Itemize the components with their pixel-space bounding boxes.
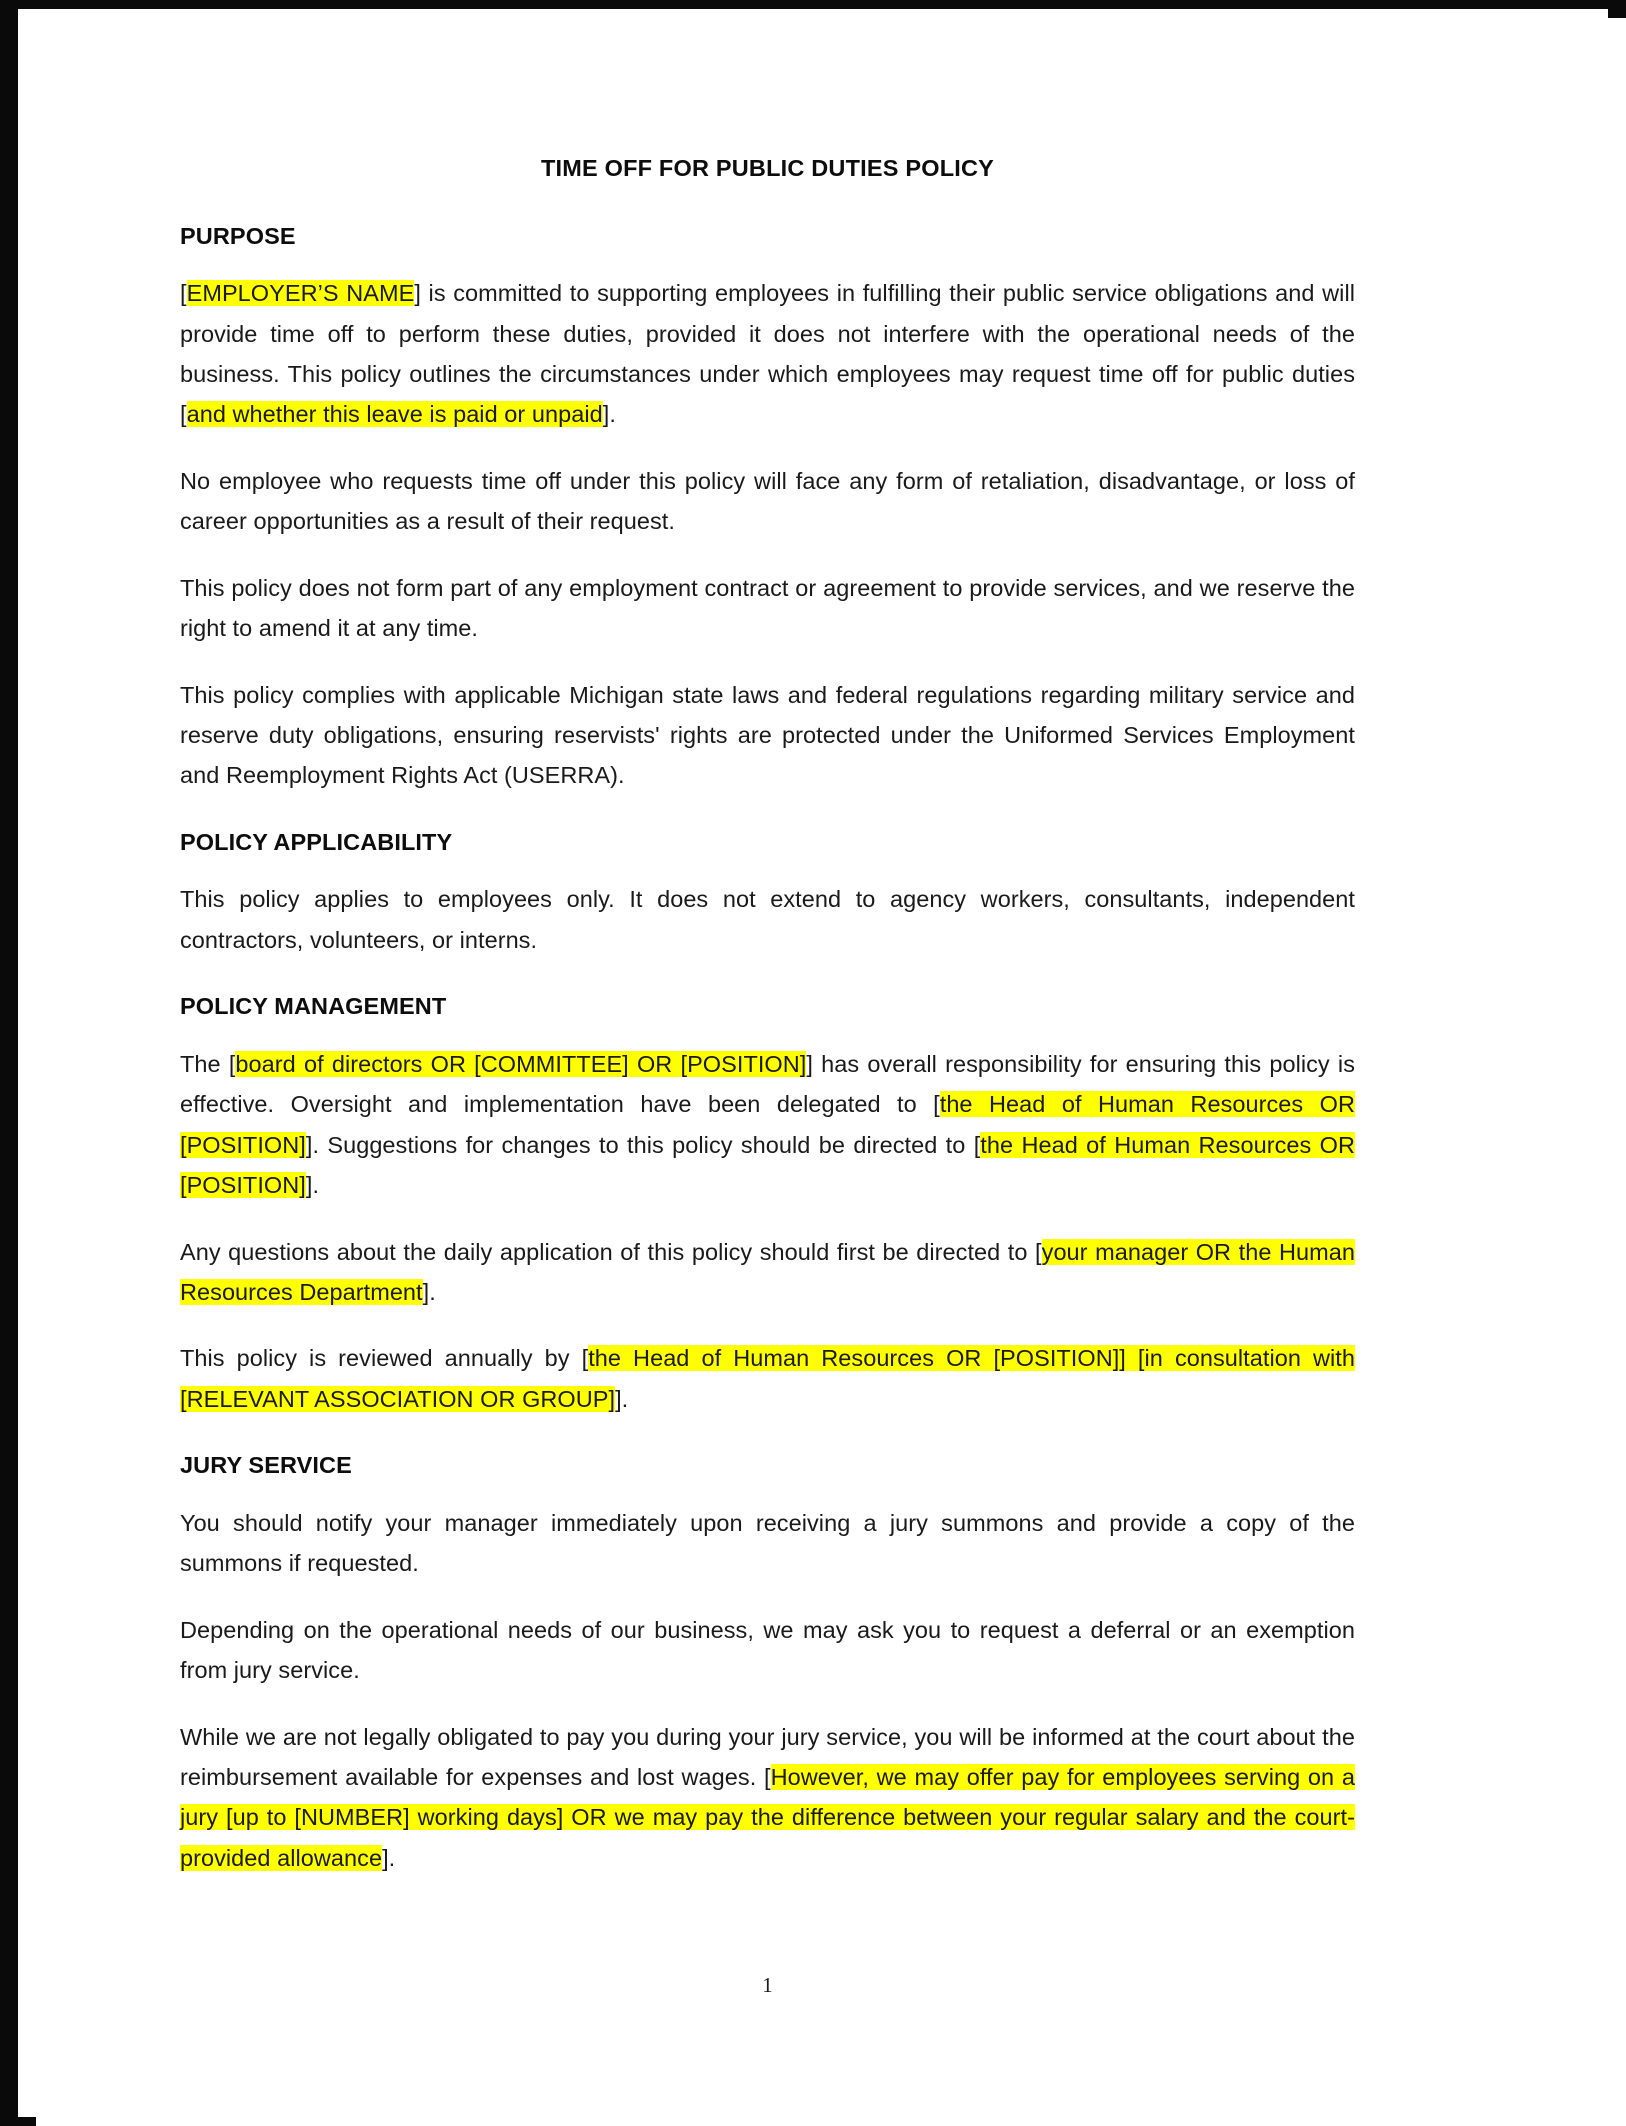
- page-number: 1: [762, 1973, 773, 1997]
- text-purpose-1-mid: ] is committed to supporting employees in fulfilling their public service obligations and will provide time off to perform these duties, provided it does not interfere with the operational needs of the business. This policy outlines the circumstances under which employees may request time off for public duties [: [180, 280, 1355, 428]
- paragraph-jury-service-3: [180, 1717, 1355, 1879]
- section-heading-policy-management: POLICY MANAGEMENT: [180, 993, 447, 1020]
- text-pm3-lead: This policy is reviewed annually by [: [180, 1345, 589, 1372]
- text-pm1-tail: ].: [305, 1172, 320, 1199]
- highlight-jury-pay-option: However, we may offer pay for employees serving on a jury [up to [NUMBER] working days] OR we may pay the difference between your regular salary and the court-provided allowance: [180, 1763, 1355, 1871]
- paragraph-purpose-4: This policy complies with applicable Michigan state laws and federal regulations regarding military service and reserve duty obligations, ensuring reservists' rights are protected under the Uniformed Services Employment and Reemployment Rights Act (USERRA).: [180, 681, 1355, 789]
- page-canvas: [36, 18, 1626, 2126]
- highlight-employer-name: EMPLOYER’S NAME: [186, 280, 415, 307]
- paragraph-policy-management-2: [180, 1232, 1355, 1313]
- text-js3-tail: ].: [382, 1844, 396, 1871]
- paragraph-purpose-2: No employee who requests time off under this policy will face any form of retaliation, disadvantage, or loss of career opportunities as a result of their request.: [180, 467, 1355, 535]
- document-title: TIME OFF FOR PUBLIC DUTIES POLICY: [540, 155, 995, 181]
- text-pm3-tail: ].: [615, 1385, 629, 1412]
- text-pm1-mid2: ]. Suggestions for changes to this policy should be directed to [: [305, 1131, 981, 1158]
- paragraph-purpose-1: [180, 273, 1355, 435]
- section-heading-jury-service: JURY SERVICE: [180, 1452, 352, 1479]
- text-pm1-mid1: ] has overall responsibility for ensuring this policy is effective. Oversight and implementation have been delegated to [: [180, 1050, 1355, 1118]
- paragraph-jury-service-2: Depending on the operational needs of our business, we may ask you to request a deferral or an exemption from jury service.: [180, 1616, 1355, 1684]
- text-pm2-lead: Any questions about the daily application of this policy should first be directed to [: [180, 1238, 1042, 1265]
- paragraph-jury-service-1: You should notify your manager immediately upon receiving a jury summons and provide a copy of the summons if requested.: [180, 1509, 1355, 1577]
- paragraph-policy-management-1: [180, 1044, 1355, 1206]
- highlight-paid-or-unpaid: and whether this leave is paid or unpaid: [186, 401, 603, 428]
- highlight-your-manager-or-hr: your manager OR the Human Resources Department: [180, 1238, 1355, 1306]
- text-js3-lead: While we are not legally obligated to pay you during your jury service, you will be informed at the court about the reimbursement available for expenses and lost wages. [: [180, 1723, 1355, 1790]
- paragraph-policy-management-3: [180, 1338, 1355, 1419]
- highlight-board-of-directors: board of directors OR [COMMITTEE] OR [POSITION]: [235, 1050, 807, 1077]
- text-pm2-tail: ].: [422, 1279, 436, 1306]
- text-pm1-lead: The [: [180, 1050, 236, 1077]
- section-heading-policy-applicability: POLICY APPLICABILITY: [180, 828, 453, 855]
- highlight-head-of-hr-suggestions: the Head of Human Resources OR [POSITION]: [180, 1131, 1355, 1199]
- section-heading-purpose: PURPOSE: [180, 222, 296, 249]
- highlight-head-of-hr-oversight: the Head of Human Resources OR [POSITION]: [180, 1091, 1355, 1158]
- paragraph-policy-applicability-1: This policy applies to employees only. It does not extend to agency workers, consultants, independent contractors, volunteers, or interns.: [180, 886, 1355, 953]
- highlight-annual-review: the Head of Human Resources OR [POSITION]] [in consultation with [RELEVANT ASSOCIATION OR GROUP]: [180, 1345, 1355, 1412]
- text-purpose-1-tail: ].: [602, 401, 616, 428]
- paragraph-purpose-3: This policy does not form part of any employment contract or agreement to provide services, and we reserve the right to amend it at any time.: [180, 574, 1355, 642]
- text-open-bracket: [: [180, 280, 187, 307]
- document-body: [180, 153, 1355, 1904]
